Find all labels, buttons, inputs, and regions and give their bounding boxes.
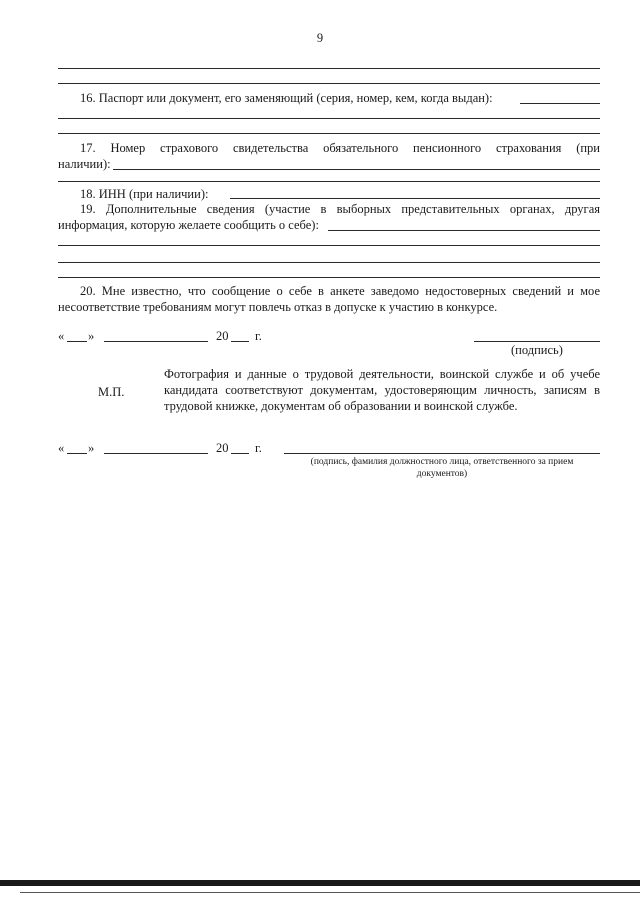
scan-edge-bar: [0, 880, 640, 886]
date2-year-field[interactable]: [231, 453, 249, 454]
verification-text-2: кандидата соответствуют документам, удостоверяющим личность, записям в: [164, 383, 600, 397]
item-20-text-cont: несоответствие требованиям могут повлечь отказ в допуске к участию в конкурсе.: [58, 300, 498, 314]
item-17-label-cont: наличии):: [58, 157, 111, 171]
year-prefix: 20: [216, 329, 229, 343]
date-open-quote: «: [58, 329, 65, 343]
item-16-label: 16. Паспорт или документ, его заменяющий (серия, номер, кем, когда выдан):: [80, 91, 493, 105]
scan-edge-line: [20, 892, 640, 893]
year2-prefix: 20: [216, 441, 229, 455]
item-19-label: 19. Дополнительные сведения (участие в выборных представительных органах, другая: [80, 202, 600, 216]
date-close-quote: »: [88, 329, 95, 343]
item-19-label-cont: информация, которую желаете сообщить о себе):: [58, 218, 319, 232]
official-signature-field[interactable]: [284, 453, 600, 454]
blank-line: [58, 245, 600, 246]
date2-day-field[interactable]: [67, 453, 87, 454]
date2-close-quote: »: [88, 441, 95, 455]
date-month-field[interactable]: [104, 341, 208, 342]
item-18-label: 18. ИНН (при наличии):: [80, 187, 209, 201]
date-day-field[interactable]: [67, 341, 87, 342]
year-suffix: г.: [255, 329, 262, 343]
item-19-field[interactable]: [328, 230, 600, 231]
item-16-field[interactable]: [520, 103, 600, 104]
official-caption-1: (подпись, фамилия должностного лица, ответственного за прием: [310, 457, 574, 467]
blank-line: [58, 277, 600, 278]
date-year-field[interactable]: [231, 341, 249, 342]
blank-line: [58, 262, 600, 263]
blank-line: [58, 133, 600, 134]
blank-line: [58, 181, 600, 182]
date2-month-field[interactable]: [104, 453, 208, 454]
blank-line: [58, 68, 600, 69]
date2-open-quote: «: [58, 441, 65, 455]
verification-text-3: трудовой книжке, документам об образовании и воинской службе.: [164, 399, 518, 413]
blank-line: [58, 83, 600, 84]
item-20-text: 20. Мне известно, что сообщение о себе в анкете заведомо недостоверных сведений и мое: [80, 284, 600, 298]
official-caption-2: документов): [416, 469, 468, 479]
verification-text-1: Фотография и данные о трудовой деятельности, воинской службе и об учебе: [164, 367, 600, 381]
item-18-field[interactable]: [230, 198, 600, 199]
year2-suffix: г.: [255, 441, 262, 455]
page-number: 9: [316, 31, 324, 45]
item-17-label: 17. Номер страхового свидетельства обязательного пенсионного страхования (при: [80, 141, 600, 155]
item-17-field[interactable]: [113, 169, 600, 170]
signature-caption: (подпись): [511, 343, 563, 357]
blank-line: [58, 118, 600, 119]
stamp-label: М.П.: [98, 385, 125, 399]
